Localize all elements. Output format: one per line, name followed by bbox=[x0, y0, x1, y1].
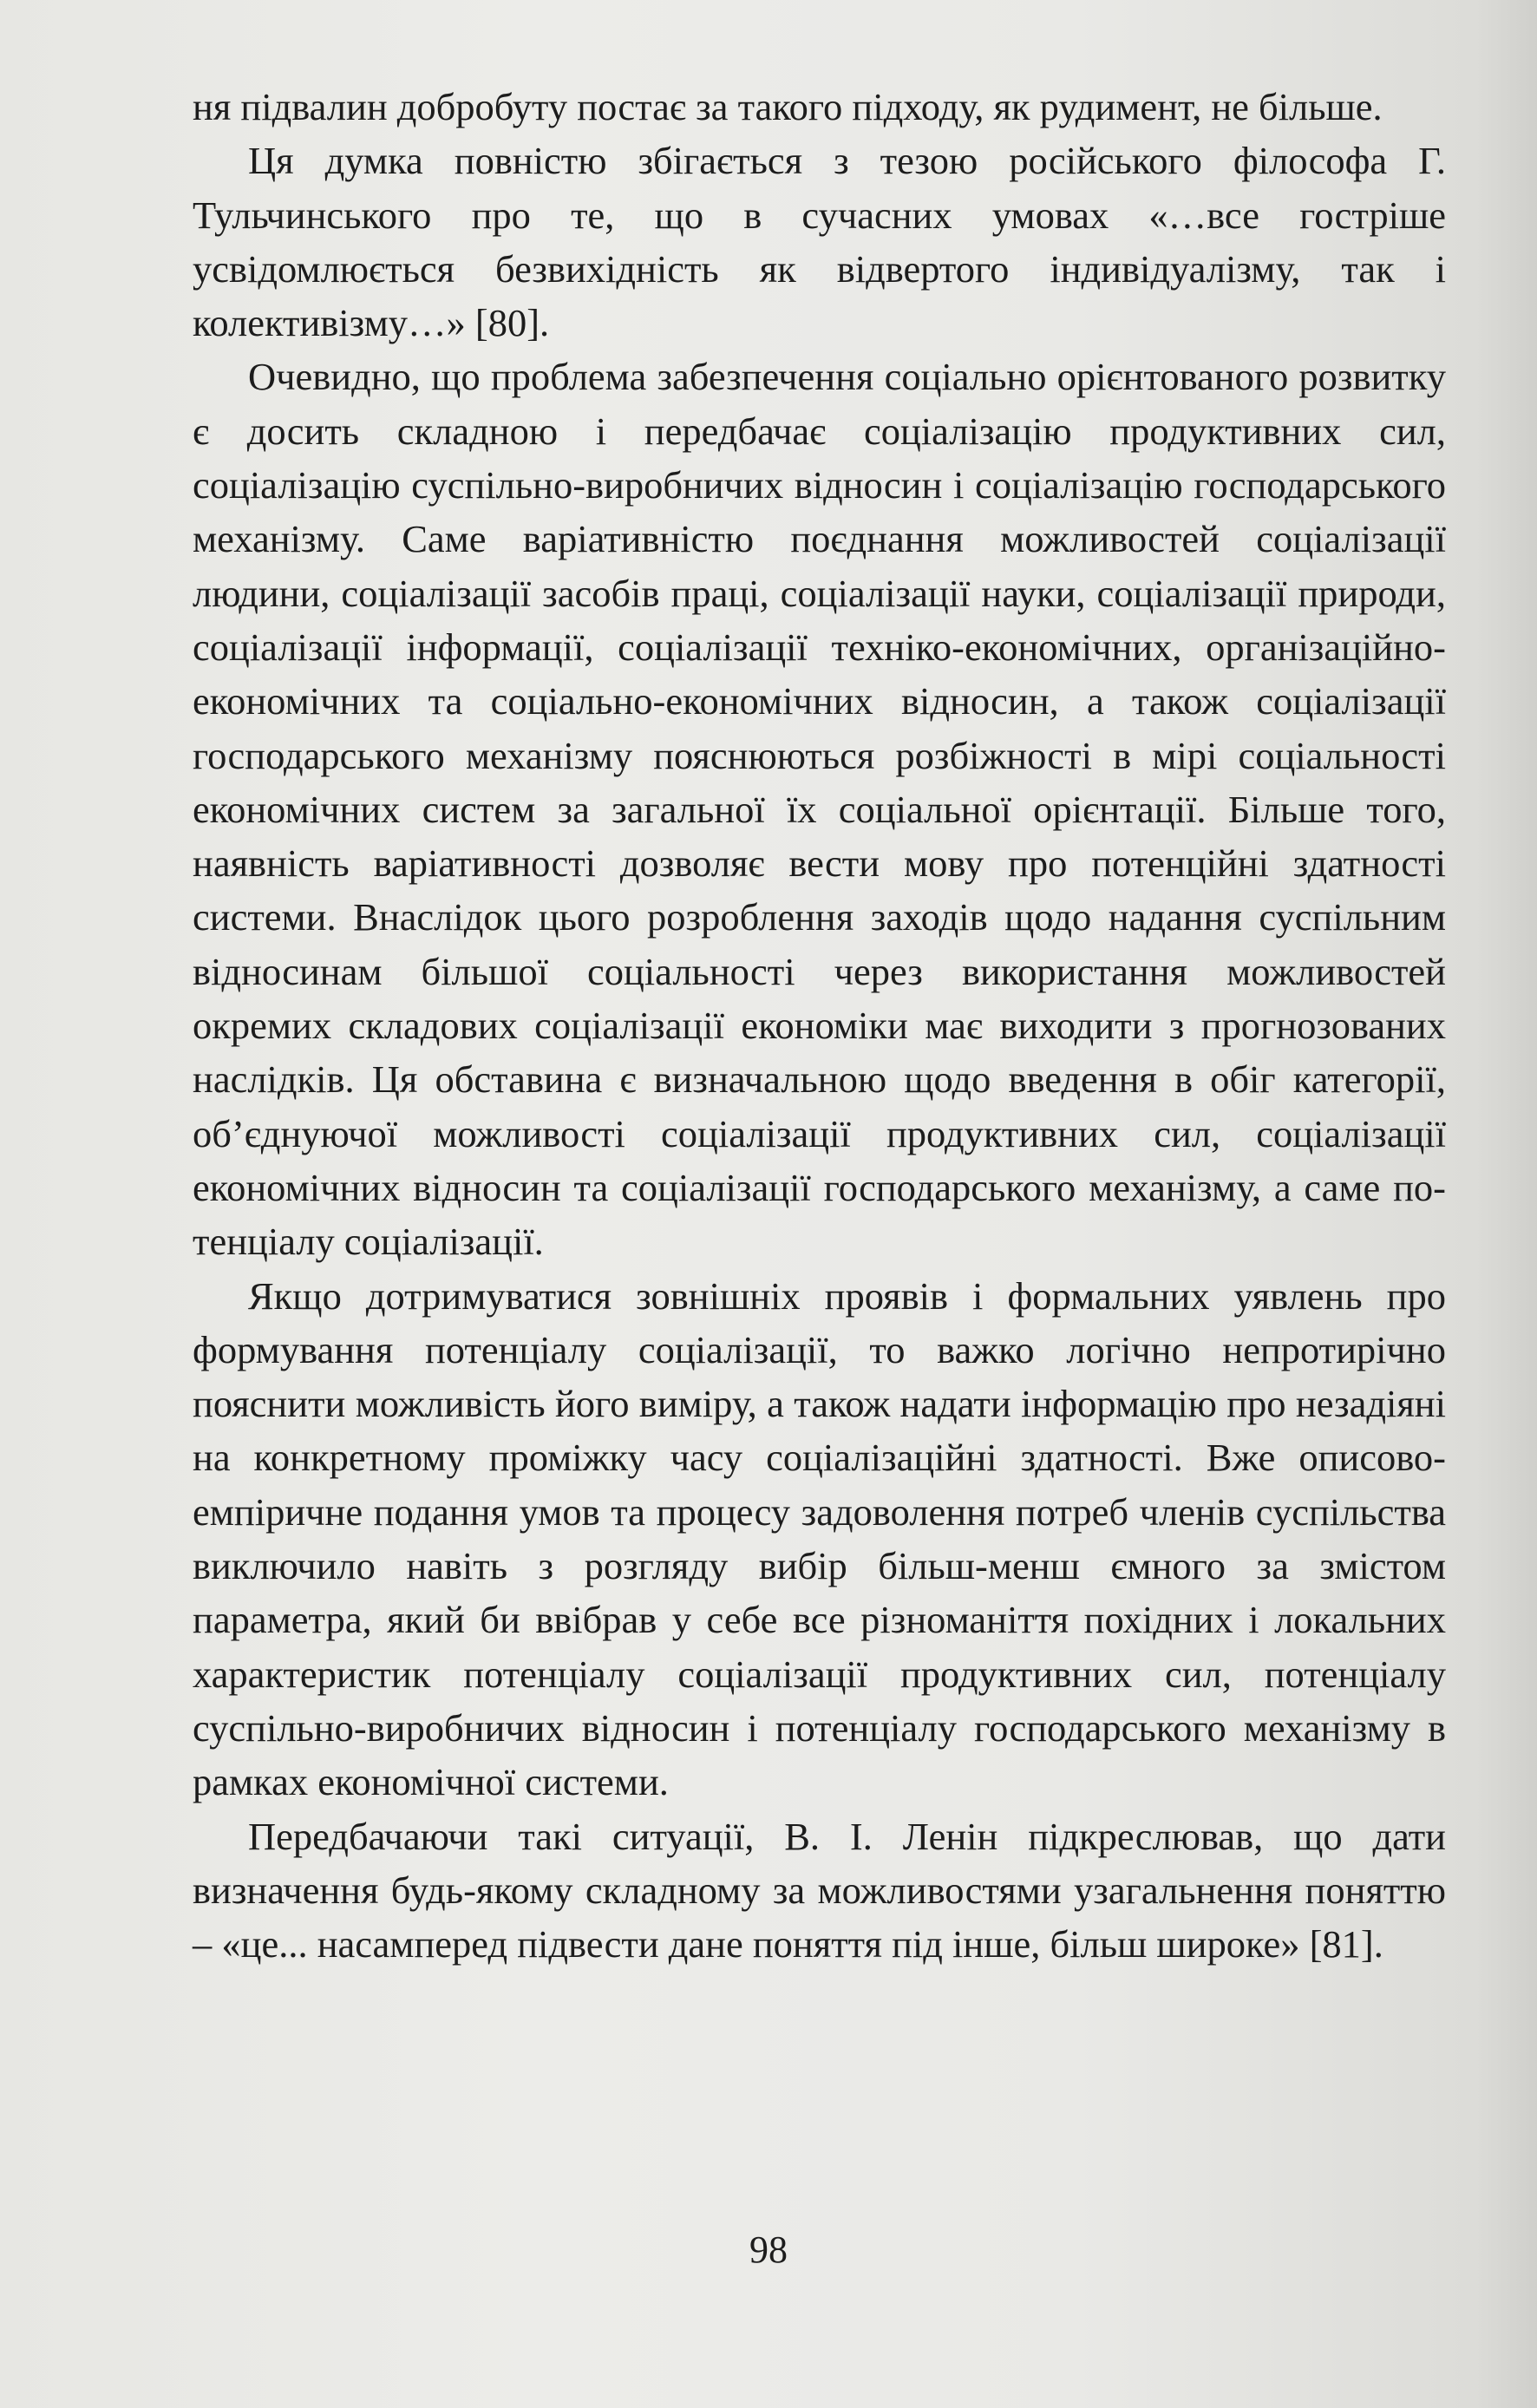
paragraph-continuation: ня підвалин добробуту постає за такого підходу, як рудимент, не більше. bbox=[193, 85, 1383, 128]
body-text bbox=[193, 80, 1446, 1971]
paragraph-socialization-potential: Очевидно, що проблема забезпечення соціально орієнтованого розвитку є досить складною і передбачає соціалізацію продуктивних сил, соціалізацію суспільно-виробничих відносин і соціалізацію господарського механізму. Саме варіативністю поєднання можливостей соціалізації людини, соціалізації засобів праці, соціалізації науки, соціалізації природи, соціалізації інформації, соціалізації техніко-економічних, організаційно-економічних та соціально-економічних відносин, а також соціалізації господарського механізму пояснюються розбіжності в мірі соціальності економічних систем за загальної їх соціальної орієнтації. Більше того, наявність варіативності дозволяє вести мову про потенційні здатності системи. Внаслідок цього розроблення заходів щодо надання суспільним відносинам більшої соціальності через використання можливостей окремих складових соціалізації економіки має виходити з прогнозованих наслідків. Ця обставина є визначальною щодо введення в обіг категорії, об’єднуючої можливості соціалізації продуктивних сил, соціалізації економічних відносин та соціалізації господарського механізму, а саме потенціалу соціалізації. bbox=[193, 355, 1446, 1264]
page-number: 98 bbox=[749, 2228, 788, 2271]
paragraph-measurement: Якщо дотримуватися зовнішніх проявів і формальних уявлень про формування потенціалу соціалізації, то важко логічно непротирічно пояснити можливість його виміру, а також надати інформацію про незадіяні на конкретному проміжку часу соціалізаційні здатності. Вже описово-емпіричне подання умов та процесу задоволення потреб членів суспільства виключило навіть з розгляду вибір більш-менш ємного за змістом параметра, який би ввібрав у себе все різноманіття похідних і локальних характеристик потенціалу соціалізації продуктивних сил, потенціалу суспільно-виробничих відносин і потенціалу господарського механізму в рамках економічної системи. bbox=[193, 1273, 1446, 1804]
paragraph-tulchynsky-quote: Ця думка повністю збігається з тезою російського філософа Г. Тульчинського про те, що в сучасних умовах «…все гостріше усвідомлюється безвихідність як відвертого індивідуалізму, так і колективізму…» [80]. bbox=[193, 139, 1446, 345]
paragraph-lenin-quote: Передбачаючи такі ситуації, В. І. Ленін підкреслював, що дати визначення будь-якому складному за можливостями узагальнення поняттю – «це... насамперед підвести дане поняття під інше, більш широке» [81]. bbox=[193, 1814, 1446, 1966]
